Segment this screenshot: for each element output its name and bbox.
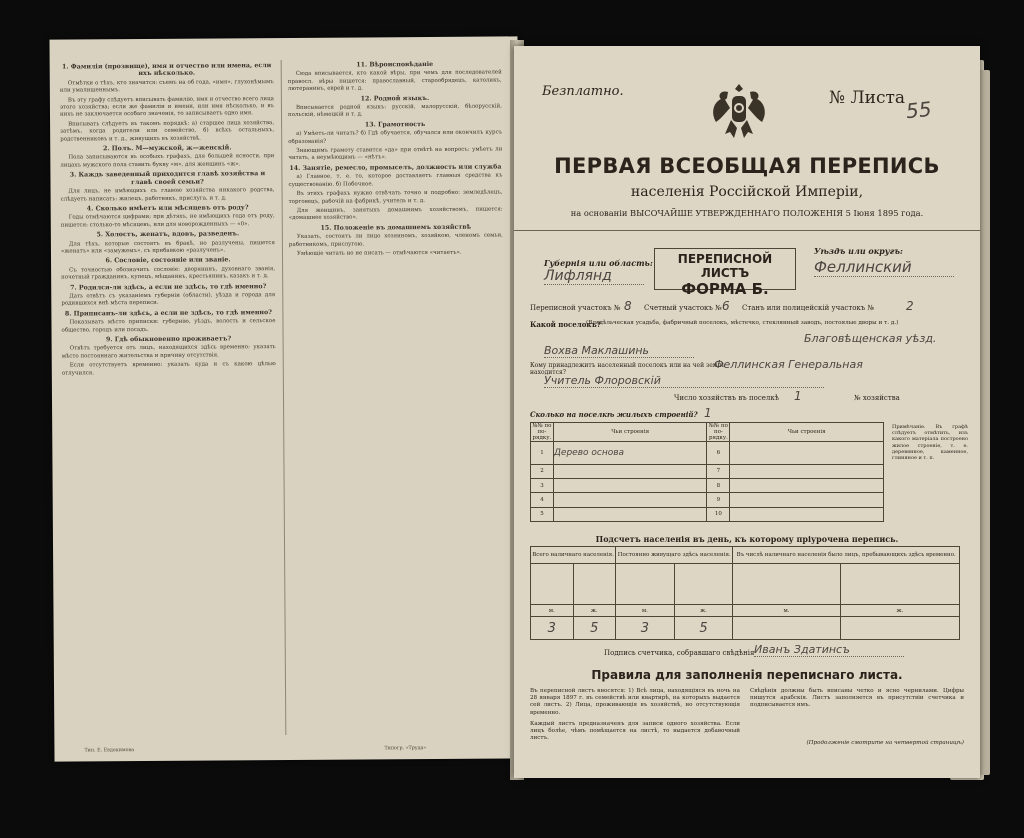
- section-paragraph: Въ эту графу слѣдуетъ вписывать фамилію, имя и отчество всего лица этого хозяйства; если же фамиліи и имени, или имя нѣсколько, и въ нихъ не заключается особаго значенія, то записываетъ одно имя.: [59, 95, 274, 119]
- printer-mark-left: Тип. Е. Евдокимова: [84, 748, 135, 754]
- section-paragraph: Знающимъ грамоту ставится «да» при отвѣтѣ на вопросъ: умѣетъ ли читать, а неумѣющимъ — «нѣтъ».: [288, 146, 503, 162]
- free-label: Безплатно.: [542, 84, 624, 99]
- counting-district-value: 6: [722, 299, 730, 313]
- count-total-female: 5: [573, 617, 616, 640]
- police-district-label: Станъ или полицейскій участокъ №: [742, 304, 875, 312]
- form-title: ПЕРВАЯ ВСЕОБЩАЯ ПЕРЕПИСЬ: [554, 154, 940, 178]
- table-row: Дерево основа: [553, 442, 707, 465]
- section-paragraph: Указать, состоитъ ли лицо хозяиномъ, хозяйкою, членомъ семьи, работникомъ, прислугою.: [288, 232, 503, 248]
- row-number: 4: [531, 493, 554, 507]
- section-paragraph: Въ этихъ графахъ нужно отвѣчать точно и подробно: земледѣлецъ, торговецъ, рабочій на фабрикѣ, учитель и т. д.: [288, 189, 503, 205]
- row-number: 6: [707, 442, 730, 465]
- count-male-label: м.: [616, 604, 675, 616]
- section-heading: 12. Родной языкъ.: [360, 94, 430, 103]
- census-form-page: [514, 46, 980, 778]
- signature-label: Подпись счетчика, собравшаго свѣдѣнія: [604, 649, 755, 657]
- sheet-number-value: 55: [904, 96, 933, 124]
- section-heading: 6. Сословіе, состояніе или званіе.: [105, 256, 231, 265]
- section-heading: 1. Фамилія (прозвище), имя и отчество или имена, если ихъ нѣсколько.: [61, 62, 272, 78]
- buildings-side-note: Примѣчаніе. Въ графѣ слѣдуетъ отмѣтить, изъ какого матеріала построено жилое строеніе, т. е. деревянное, каменное, глиняное и т. п.: [892, 424, 968, 462]
- imperial-eagle-emblem: [704, 74, 774, 144]
- row-number: 9: [707, 493, 730, 507]
- section-heading: 5. Холостъ, женатъ, вдовъ, разведенъ.: [96, 230, 240, 239]
- row-number: 8: [707, 478, 730, 492]
- table-header-owner-2: Чьи строенія: [730, 423, 884, 442]
- count-header-total: Всего наличнаго населенія.: [531, 547, 616, 564]
- rules-column-2: [750, 688, 964, 747]
- section-heading: 8. Приписанъ-ли здѣсь, а если не здѣсь, то гдѣ именно?: [64, 308, 272, 318]
- rules-column-1: [530, 688, 740, 742]
- population-count-table: [530, 546, 960, 640]
- section-paragraph: а) Умѣетъ-ли читать? б) Гдѣ обучается, обучался или окончилъ курсъ образованія?: [288, 129, 503, 145]
- count-female-label: ж.: [840, 604, 959, 616]
- section-paragraph: Умѣющіе читать но не писать — отмѣчаются «читаетъ».: [296, 249, 462, 257]
- households-value: 1: [794, 389, 802, 403]
- count-female-label: ж.: [573, 604, 616, 616]
- section-paragraph: Годы отмѣчаются цифрами; при дѣтяхъ, не имѣющихъ года отъ роду, пишется: столько-то мѣсяцевъ, или для новорожденныхъ — «0».: [60, 213, 275, 229]
- census-district-value: 8: [624, 299, 632, 313]
- county-label: Уѣздъ или округъ:: [814, 246, 903, 256]
- section-heading: 7. Родился-ли здѣсь, а если не здѣсь, то гдѣ именно?: [70, 282, 267, 292]
- rules-paragraph: Свѣдѣнія должны быть вписаны четко и ясно чернилами. Цифры пишутся арабскія. Листъ заполняется въ присутствіи счетчика и подписывается имъ.: [750, 688, 964, 709]
- rules-continued-note: (Продолженіе смотрите на четвертой страницѣ): [806, 739, 964, 746]
- section-heading: 9. Гдѣ обыкновенно проживаетъ?: [105, 335, 232, 344]
- province-value: Лифлянд: [544, 268, 644, 285]
- buildings-value: 1: [704, 406, 712, 420]
- column-divider: [281, 60, 287, 735]
- form-letter: ФОРМА Б.: [681, 280, 769, 298]
- form-name-box: [654, 248, 796, 298]
- row-number: 10: [707, 507, 730, 521]
- count-permanent-female: 5: [674, 617, 733, 640]
- divider: [514, 230, 980, 231]
- buildings-table: [530, 422, 884, 522]
- section-heading: 2. Полъ. М—мужской, ж—женскій.: [102, 144, 232, 153]
- county-value: Феллинский: [814, 258, 954, 277]
- rules-title: Правила для заполненія переписнаго листа.: [591, 668, 903, 682]
- left-column-2: [288, 58, 503, 260]
- count-male-label: м.: [733, 604, 840, 616]
- section-heading: 13. Грамотность: [364, 120, 426, 129]
- province-label: Губернія или область:: [544, 258, 653, 268]
- section-paragraph: Съ точностью обозначить сословіе: дворянинъ, духовнаго званія, почетный гражданинъ, купецъ, мѣщанинъ, крестьянинъ, казакъ и т. д.: [61, 265, 276, 281]
- buildings-label: Сколько на поселкѣ жилыхъ строеній?: [530, 410, 698, 419]
- section-paragraph: Пола записываются въ особыхъ графахъ, для большей ясности, при лицахъ мужского пола ставить букву «м», для женщинъ «ж».: [60, 153, 275, 169]
- section-heading: 4. Сколько имѣетъ или мѣсяцевъ отъ роду?: [86, 204, 249, 213]
- police-district-value: 2: [906, 299, 914, 313]
- form-legal-basis: на основаніи ВЫСОЧАЙШЕ УТВЕРЖДЕННАГО ПОЛОЖЕНІЯ 5 Іюня 1895 года.: [570, 208, 924, 218]
- row-number: 2: [531, 464, 554, 478]
- table-header-number: №№ по по-рядку.: [532, 423, 552, 441]
- count-header-permanent: Постоянно живущаго здѣсь населенія.: [616, 547, 733, 564]
- settlement-label: Какой поселокъ?: [530, 320, 601, 329]
- counting-district-label: Счетный участокъ №: [644, 304, 722, 312]
- count-permanent-male: 3: [616, 617, 675, 640]
- section-paragraph: Сюда вписывается, кто какой вѣры, при чемъ для последователей правосл. вѣры пишется: православный, старообрядецъ, католикъ, лютеранинъ, еврей и т. д.: [287, 69, 502, 93]
- table-header-number-2: №№ по по-рядку.: [708, 423, 728, 441]
- row-number: 1: [531, 442, 554, 465]
- rules-paragraph: Въ переписной листъ вносятся: 1) Всѣ лица, находящіяся въ ночь на 28 января 1897 г. въ семействѣ или квартирѣ, на которыхъ выдается сей листъ. 2) Лица, проживающія въ хозяйствѣ, но отсутствующія временно.: [530, 688, 740, 716]
- count-female-label: ж.: [674, 604, 733, 616]
- section-heading: 14. Занятіе, ремесло, промыселъ, должность или служба: [289, 163, 502, 172]
- population-count-title: Подсчетъ населенія въ день, къ которому пріурочена перепись.: [595, 534, 899, 544]
- section-paragraph: Отвѣтъ требуется отъ лицъ, находящихся здѣсь временно: указать мѣсто постояннаго жительства и причину отсутствія.: [61, 344, 276, 360]
- section-paragraph: Показывать мѣсто приписки: губернію, уѣздъ, волость и сельское общество, городъ или посадъ.: [61, 318, 276, 334]
- count-male-label: м.: [531, 604, 574, 616]
- section-paragraph: Для тѣхъ, которые состоятъ въ бракѣ, но разлучены, пишется «женатъ» или «замужемъ», съ прибавкою «разлученъ».: [60, 239, 275, 255]
- section-paragraph: а) Главное, т. е. то, которое доставляетъ главныя средства къ существованію. б) Побочное.: [288, 172, 503, 188]
- section-heading: 11. Вѣроисповѣданіе: [356, 60, 434, 69]
- settlement-value: Благовѣщенская уѣзд.: [804, 332, 937, 345]
- rules-paragraph: Каждый листъ предназначенъ для записи одного хозяйства. Если лицъ болѣе, чѣмъ помѣщается на листѣ, то выдается добавочный листъ.: [530, 720, 740, 742]
- owner-label: Кому принадлежитъ населенный поселокъ или на чей землѣ находится?: [530, 362, 725, 376]
- section-paragraph: Вписывать слѣдуетъ въ такомъ порядкѣ: а) старшее лица хозяйства, затѣмъ, когда родители или семейство, б) всѣхъ остальныхъ, родственниковъ и т. д., живущихъ въ хозяйствѣ.: [60, 119, 275, 143]
- owner-value-2: Учитель Флоровскій: [544, 374, 824, 388]
- row-number: 7: [707, 464, 730, 478]
- form-sheet-title: ПЕРЕПИСНОЙ ЛИСТЪ: [677, 252, 773, 280]
- section-heading: 3. Каждь заведенный приходится главѣ хозяйства и главѣ своей семьи?: [69, 170, 266, 186]
- form-subtitle: населенія Россійской Имперіи,: [630, 184, 864, 200]
- section-paragraph: Для женщинъ, занятыхъ домашнимъ хозяйствомъ, пишется: «домашнее хозяйство».: [288, 206, 503, 222]
- printer-mark-right: Типогр. «Труда»: [384, 746, 427, 752]
- section-paragraph: Вписывается родной языкъ: русскій, малорусскій, бѣлорусскій, польскій, нѣмецкій и т. д.: [287, 103, 502, 119]
- owner-value: Феллинская Генеральная: [714, 358, 863, 371]
- section-paragraph: Дать отвѣтъ съ указаніемъ губерніи (области), уѣзда и города для родившихся внѣ мѣста переписи.: [61, 292, 276, 307]
- section-heading: 15. Положеніе въ домашнемъ хозяйствѣ: [320, 223, 472, 232]
- row-number: 3: [531, 478, 554, 492]
- section-paragraph: Если отсутствуетъ временно: указать куда и съ какою цѣлью отлучился.: [61, 361, 276, 377]
- settlement-name: Вохва Маклашинь: [544, 344, 694, 358]
- household-number-label: № хозяйства: [854, 394, 900, 402]
- sheet-number-label: № Листа: [829, 88, 906, 108]
- count-total-male: 3: [531, 617, 574, 640]
- households-label: Число хозяйствъ въ поселкѣ: [674, 394, 779, 402]
- left-column-1: [60, 60, 276, 380]
- row-number: 5: [531, 507, 554, 521]
- section-paragraph: Отмѣтки о тѣхъ, кто значится: съемъ на об года, «имя», глухонѣмымъ или умалишеннымъ.: [59, 78, 274, 94]
- count-header-temporary: Въ числѣ наличнаго населенія было лицъ, пребывающихъ здѣсь временно.: [733, 547, 960, 564]
- left-page: [49, 36, 522, 761]
- table-header-owner: Чьи строенія: [553, 423, 707, 442]
- section-paragraph: Для лицъ, не имѣющихъ съ главою хозяйства никакого родства, слѣдуетъ написать: жилецъ, работникъ, прислуга, и т. д.: [60, 187, 275, 203]
- census-district-label: Переписной участокъ №: [530, 304, 621, 312]
- settlement-description: (Владѣльческая усадьба, фабричный поселокъ, мѣстечко, стеклянный заводъ, постоялые дворы и т. д.): [586, 320, 899, 326]
- counter-signature: Иванъ Здатинсъ: [754, 643, 904, 657]
